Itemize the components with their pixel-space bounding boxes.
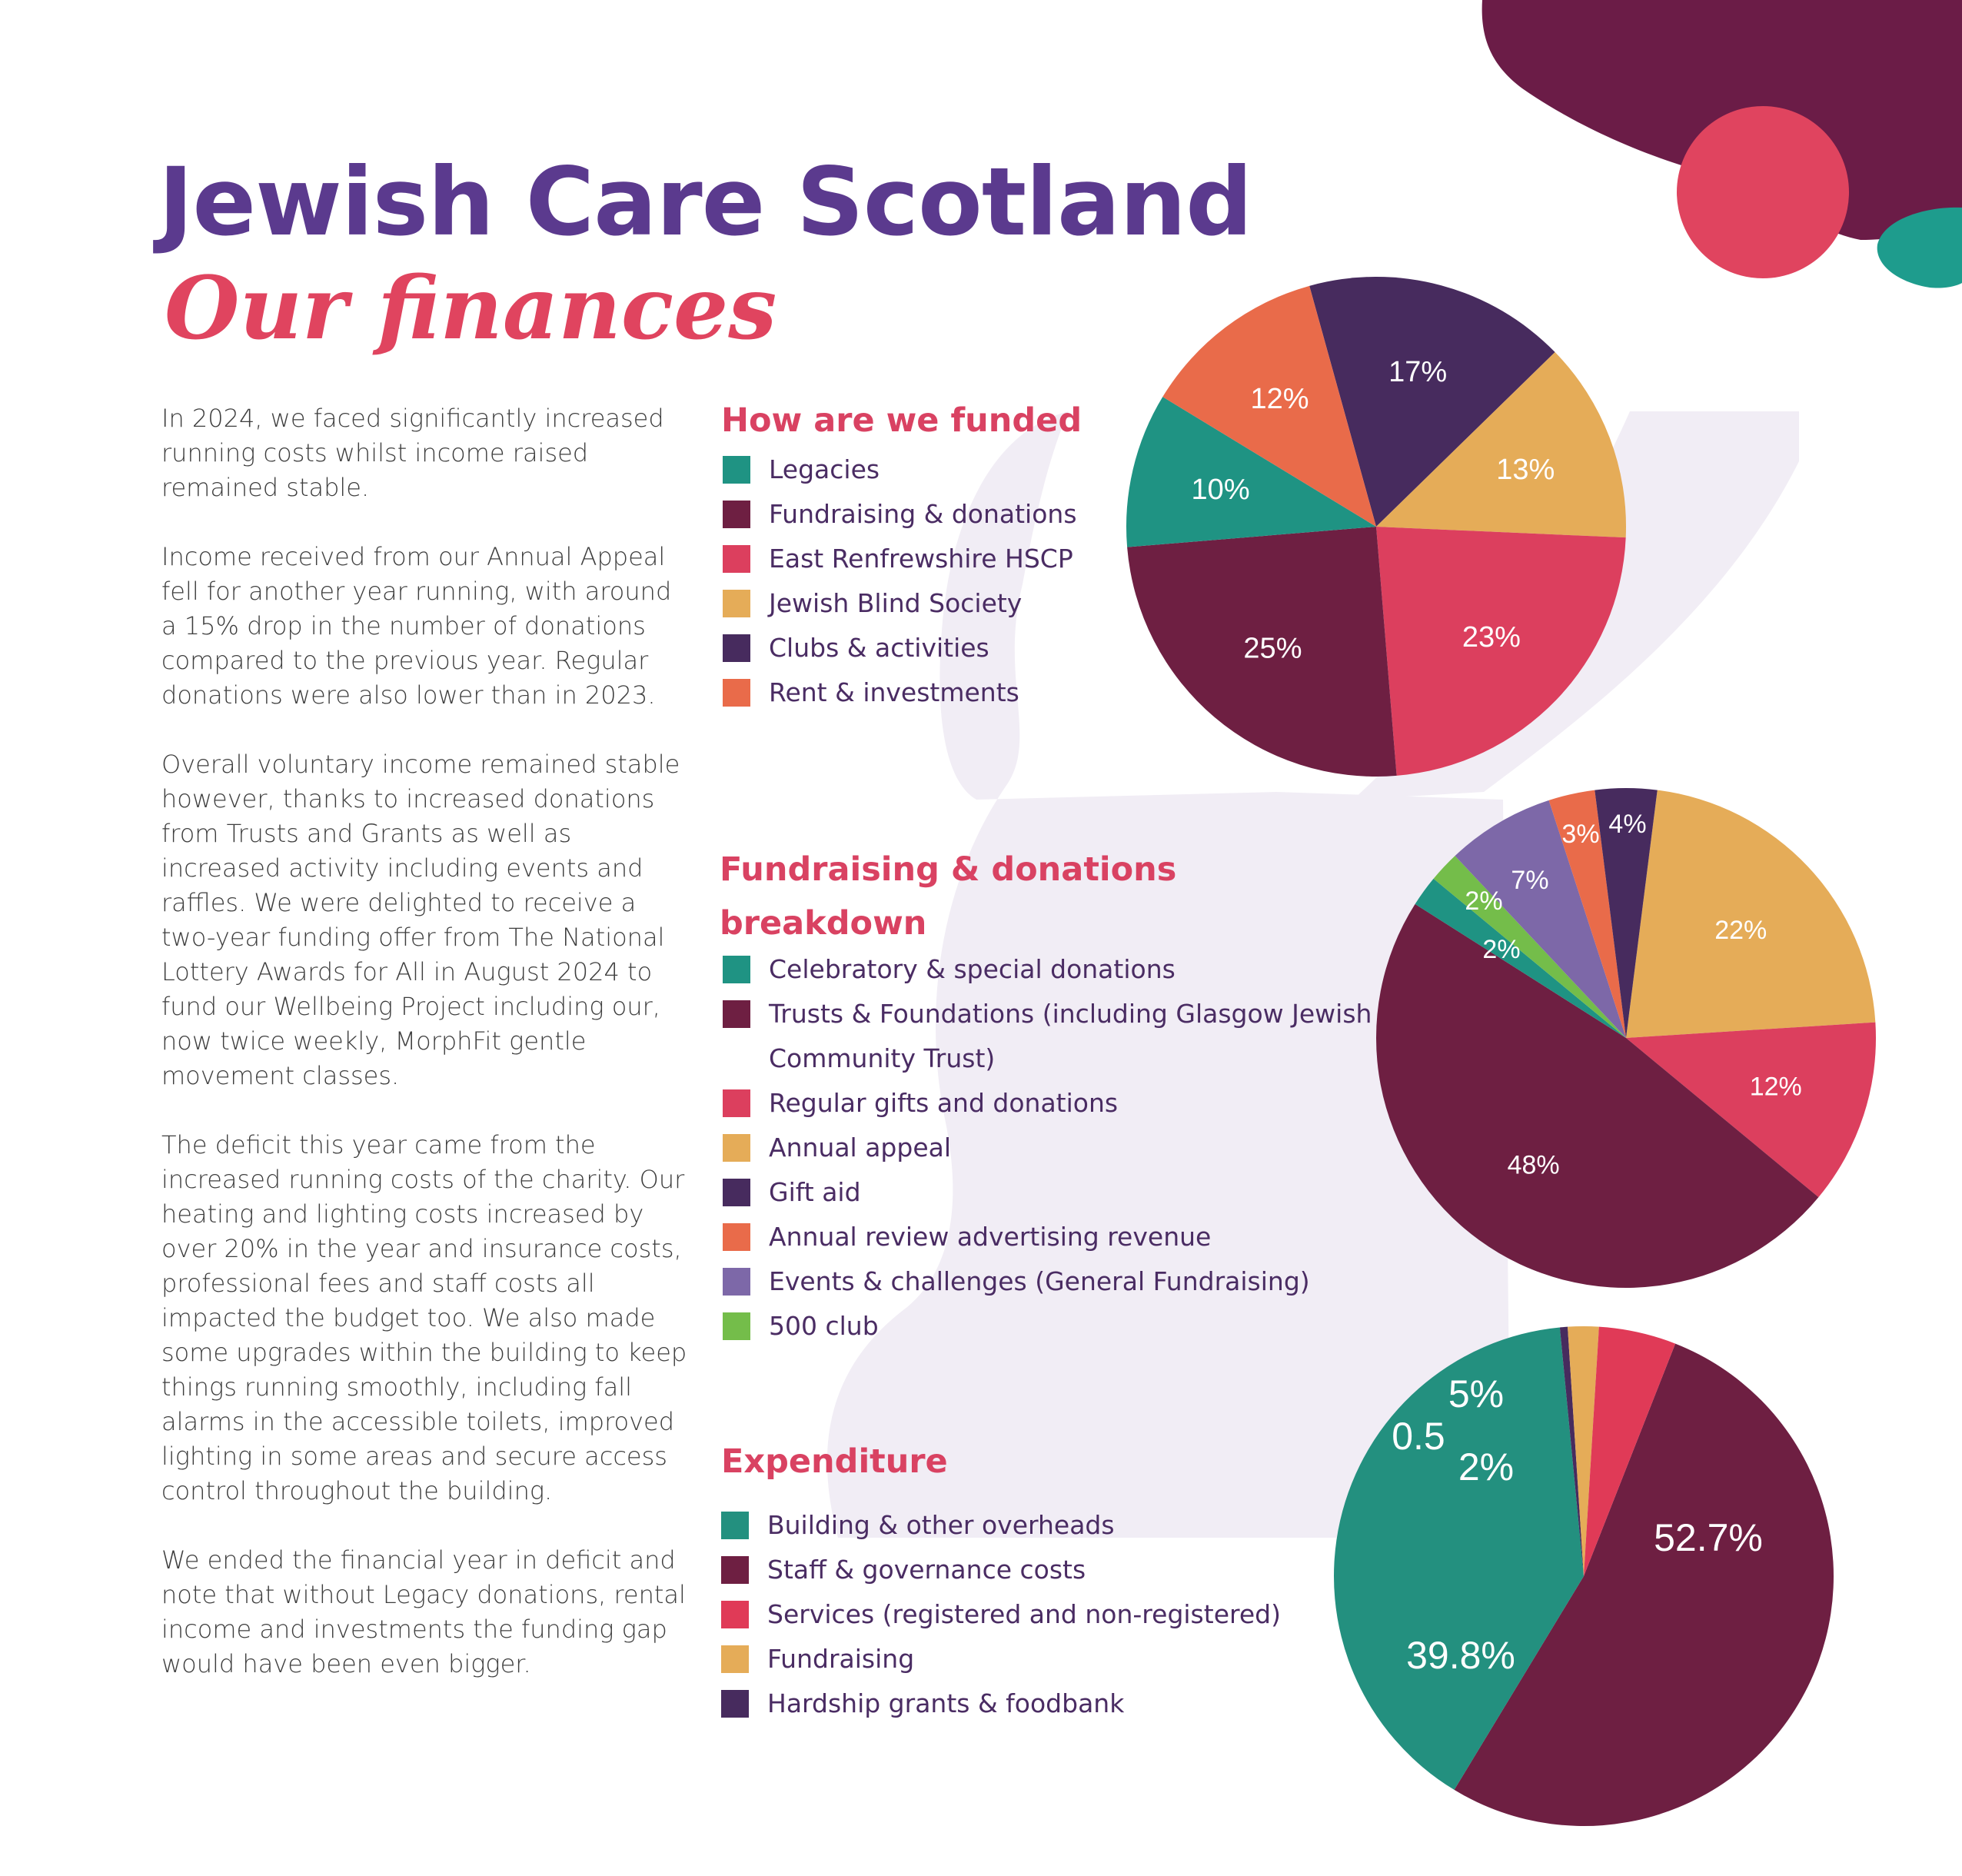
pie-data-label: 2% xyxy=(1465,886,1503,916)
legend-label: Annual review advertising revenue xyxy=(769,1222,1212,1252)
paragraph-5: We ended the financial year in deficit and note that without Legacy donations, rental income and investments the funding gap would have been even bigger. xyxy=(161,1545,686,1678)
legend-item xyxy=(723,1170,1415,1215)
legend-label: Fundraising & donations xyxy=(769,499,1077,529)
pie-data-label: 22% xyxy=(1714,915,1767,945)
legend-swatch xyxy=(723,545,750,573)
pie-slice-annual-appeal xyxy=(1626,790,1875,1038)
pie-data-label: 7% xyxy=(1511,866,1549,895)
breakdown-title: Fundraising & donations breakdown xyxy=(720,850,1177,943)
page-subtitle: Our finances xyxy=(165,258,777,359)
legend-swatch xyxy=(723,1312,750,1340)
legend-label: Events & challenges (General Fundraising) xyxy=(769,1266,1310,1296)
pie-data-label: 48% xyxy=(1507,1150,1560,1180)
pie-data-label: 10% xyxy=(1191,474,1250,507)
legend-label: Gift aid xyxy=(769,1177,861,1207)
breakdown-legend xyxy=(723,947,1415,1349)
pie-data-label: 23% xyxy=(1462,621,1521,654)
legend-swatch xyxy=(721,1556,749,1584)
pie-data-label: 3% xyxy=(1561,820,1600,849)
legend-label: Regular gifts and donations xyxy=(769,1088,1119,1118)
legend-item xyxy=(723,947,1415,992)
legend-swatch xyxy=(723,1000,750,1028)
pie-data-label: 5% xyxy=(1448,1372,1505,1415)
legend-swatch xyxy=(723,590,750,617)
legend-item xyxy=(723,492,1077,537)
legend-item xyxy=(723,1215,1415,1259)
legend-swatch xyxy=(723,1134,750,1162)
legend-item xyxy=(723,581,1077,626)
pink-circle xyxy=(1677,106,1849,278)
legend-swatch xyxy=(723,634,750,662)
pie-data-label: 17% xyxy=(1388,356,1448,389)
legend-swatch xyxy=(723,456,750,484)
legend-item xyxy=(721,1503,1281,1548)
legend-item xyxy=(723,447,1077,492)
paragraph-2: Income received from our Annual Appeal fell for another year running, with around a 15% drop in the number of donations compared to the previous year. Regular donations were also lower than in 2023. xyxy=(161,542,672,710)
breakdown-pie-chart xyxy=(1361,773,1891,1303)
pie-data-label: 39.8% xyxy=(1406,1634,1515,1677)
legend-label: Celebratory & special donations xyxy=(769,954,1176,984)
pie-data-label: 12% xyxy=(1250,383,1309,416)
intro-text xyxy=(161,401,692,1716)
pie-data-label: 13% xyxy=(1496,453,1555,486)
pie-data-label: 4% xyxy=(1608,810,1647,839)
paragraph-4: The deficit this year came from the increased running costs of the charity. Our heating and lighting costs increased by over 20% in the year and insurance costs, professional fees and staff costs all impacted the budget too. We also made some upgrades within the building to keep things running smoothly, including fall alarms in the accessible toilets, improved lighting in some areas and secure access control throughout the building. xyxy=(161,1130,687,1505)
legend-item xyxy=(723,992,1415,1081)
pie-data-label: 2% xyxy=(1482,935,1521,964)
legend-label: Annual appeal xyxy=(769,1133,952,1163)
legend-item xyxy=(723,537,1077,581)
legend-swatch xyxy=(723,679,750,707)
legend-label: Jewish Blind Society xyxy=(769,588,1023,618)
legend-label: Rent & investments xyxy=(769,677,1019,707)
legend-swatch xyxy=(723,1268,750,1296)
legend-label: Fundraising xyxy=(767,1644,915,1674)
paragraph-1: In 2024, we faced significantly increased running costs whilst income raised remained stable. xyxy=(161,404,664,502)
legend-label: East Renfrewshire HSCP xyxy=(769,544,1073,574)
legend-item xyxy=(723,1126,1415,1170)
paragraph-3: Overall voluntary income remained stable however, thanks to increased donations from Trusts and Grants as well as increased activity including events and raffles. We were delighted to receive a two-year funding offer from The National Lottery Awards for All in August 2024 to fund our Wellbeing Project including our, now twice weekly, MorphFit gentle movement classes. xyxy=(161,750,680,1090)
legend-label: Hardship grants & foodbank xyxy=(767,1688,1125,1718)
legend-swatch xyxy=(721,1645,749,1673)
legend-item xyxy=(723,626,1077,670)
legend-label: Staff & governance costs xyxy=(767,1555,1086,1585)
legend-item xyxy=(721,1637,1281,1681)
pie-data-label: 25% xyxy=(1243,632,1302,665)
legend-label: Clubs & activities xyxy=(769,633,989,663)
expenditure-pie-chart xyxy=(1319,1311,1849,1841)
page-title: Jewish Care Scotland xyxy=(158,148,1252,257)
legend-label: Services (registered and non-registered) xyxy=(767,1599,1281,1629)
legend-item xyxy=(721,1592,1281,1637)
legend-item xyxy=(723,670,1077,715)
legend-label: Legacies xyxy=(769,454,880,484)
expenditure-title: Expenditure xyxy=(721,1442,948,1481)
pie-data-label: 12% xyxy=(1749,1072,1802,1102)
legend-swatch xyxy=(723,1179,750,1206)
funded-legend xyxy=(723,447,1077,715)
legend-swatch xyxy=(721,1601,749,1628)
expenditure-legend xyxy=(721,1503,1281,1726)
legend-swatch xyxy=(723,1089,750,1117)
legend-item xyxy=(721,1548,1281,1592)
legend-item xyxy=(723,1304,1415,1349)
funded-title: How are we funded xyxy=(721,401,1082,440)
legend-item xyxy=(723,1081,1415,1126)
legend-item xyxy=(721,1681,1281,1726)
legend-swatch xyxy=(723,501,750,528)
legend-label: 500 club xyxy=(769,1311,879,1341)
pie-data-label: 52.7% xyxy=(1654,1516,1763,1559)
legend-label: Trusts & Foundations (including Glasgow Jewish Community Trust) xyxy=(769,999,1372,1073)
pie-data-label: 0.5 xyxy=(1392,1415,1445,1458)
legend-swatch xyxy=(723,956,750,983)
legend-swatch xyxy=(723,1223,750,1251)
pie-data-label: 2% xyxy=(1458,1445,1515,1488)
legend-label: Building & other overheads xyxy=(767,1510,1115,1540)
legend-swatch xyxy=(721,1512,749,1539)
legend-swatch xyxy=(721,1690,749,1718)
legend-item xyxy=(723,1259,1415,1304)
funded-pie-chart xyxy=(1111,261,1641,792)
